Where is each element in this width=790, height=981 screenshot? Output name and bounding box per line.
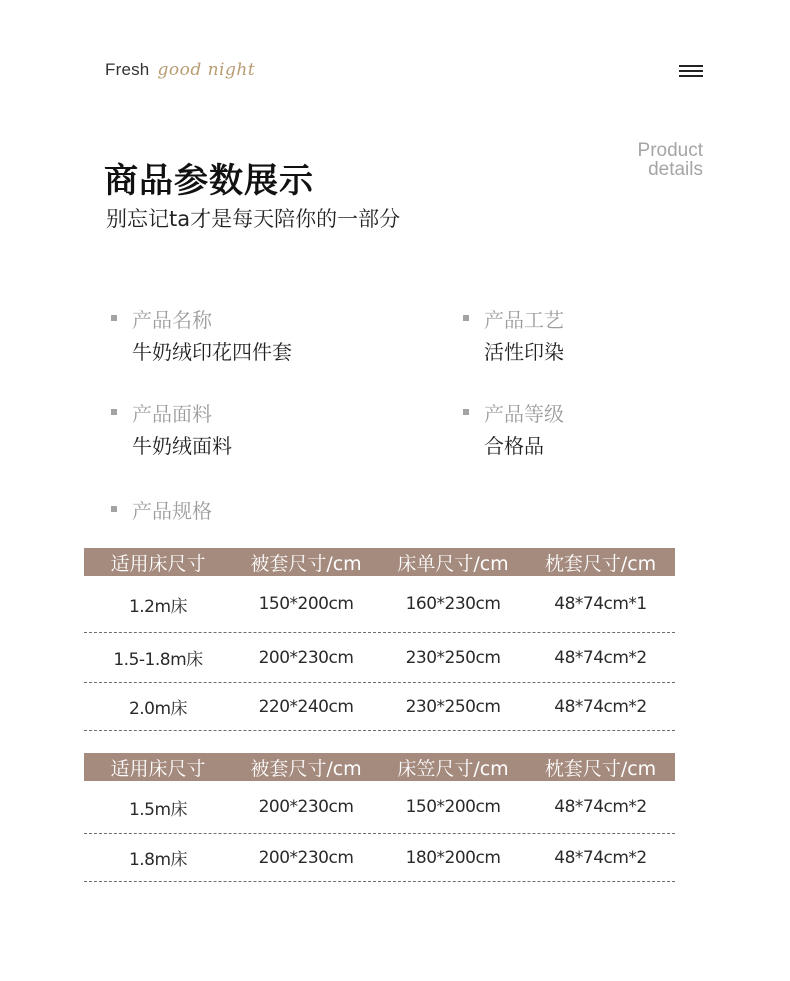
param-label: 产品名称	[132, 308, 212, 332]
bullet-icon	[111, 315, 117, 321]
param-value: 合格品	[484, 434, 544, 458]
brand-logo	[105, 60, 255, 90]
table-cell: 48*74cm*2	[554, 696, 647, 717]
param-label: 产品面料	[132, 402, 212, 426]
bullet-icon	[463, 315, 469, 321]
header-cell: 床笠尺寸/cm	[397, 757, 509, 780]
product-details-line1: Product	[637, 140, 703, 161]
brand-script: good night	[157, 60, 256, 80]
header-cell: 被套尺寸/cm	[250, 757, 362, 780]
table-cell: 180*200cm	[405, 847, 501, 868]
header-cell: 被套尺寸/cm	[250, 552, 362, 575]
param-value: 活性印染	[484, 340, 564, 364]
page-title: 商品参数展示	[104, 161, 314, 201]
table-cell: 200*230cm	[258, 847, 354, 868]
header-cell: 适用床尺寸	[110, 757, 206, 780]
param-label: 产品工艺	[484, 308, 564, 332]
product-details-line2: details	[648, 159, 703, 180]
table-cell: 48*74cm*2	[554, 797, 647, 817]
table-cell: 48*74cm*2	[554, 847, 647, 868]
table-cell: 160*230cm	[405, 594, 501, 614]
table-row	[84, 576, 675, 633]
table-header	[84, 548, 675, 576]
header-cell: 枕套尺寸/cm	[544, 757, 657, 780]
table-cell: 48*74cm*1	[554, 594, 647, 614]
table-cell: 1.2m床	[128, 596, 188, 617]
table-cell: 48*74cm*2	[554, 647, 647, 668]
spec-table-duvet-fitted	[84, 753, 675, 882]
header-cell: 床单尺寸/cm	[397, 552, 509, 575]
header-cell: 枕套尺寸/cm	[544, 552, 657, 575]
bullet-icon	[111, 409, 117, 415]
table-row	[84, 633, 675, 683]
table-cell: 1.5-1.8m床	[113, 650, 203, 670]
page-subtitle: 别忘记ta才是每天陪你的一部分	[106, 207, 401, 231]
header-cell: 适用床尺寸	[110, 552, 206, 575]
table-cell: 150*200cm	[405, 797, 501, 817]
table-cell: 1.5m床	[128, 799, 188, 820]
bullet-icon	[111, 506, 117, 512]
hamburger-menu-icon[interactable]	[679, 64, 703, 78]
param-value: 牛奶绒印花四件套	[132, 340, 292, 364]
table-row	[84, 834, 675, 882]
spec-table-duvet-sheet	[84, 548, 675, 731]
product-details-tag	[638, 141, 703, 179]
table-header	[84, 753, 675, 781]
param-label: 产品等级	[484, 402, 564, 426]
param-label: 产品规格	[132, 499, 212, 523]
table-row	[84, 683, 675, 731]
table-cell: 220*240cm	[258, 696, 354, 717]
table-cell: 230*250cm	[405, 696, 501, 717]
table-cell: 230*250cm	[405, 647, 501, 668]
brand-word: Fresh	[105, 60, 150, 79]
table-cell: 2.0m床	[128, 699, 188, 719]
table-cell: 1.8m床	[128, 850, 188, 870]
table-row	[84, 781, 675, 834]
table-cell: 200*230cm	[258, 647, 354, 668]
bullet-icon	[463, 409, 469, 415]
param-value: 牛奶绒面料	[132, 434, 232, 458]
table-cell: 150*200cm	[258, 594, 354, 614]
table-cell: 200*230cm	[258, 797, 354, 817]
